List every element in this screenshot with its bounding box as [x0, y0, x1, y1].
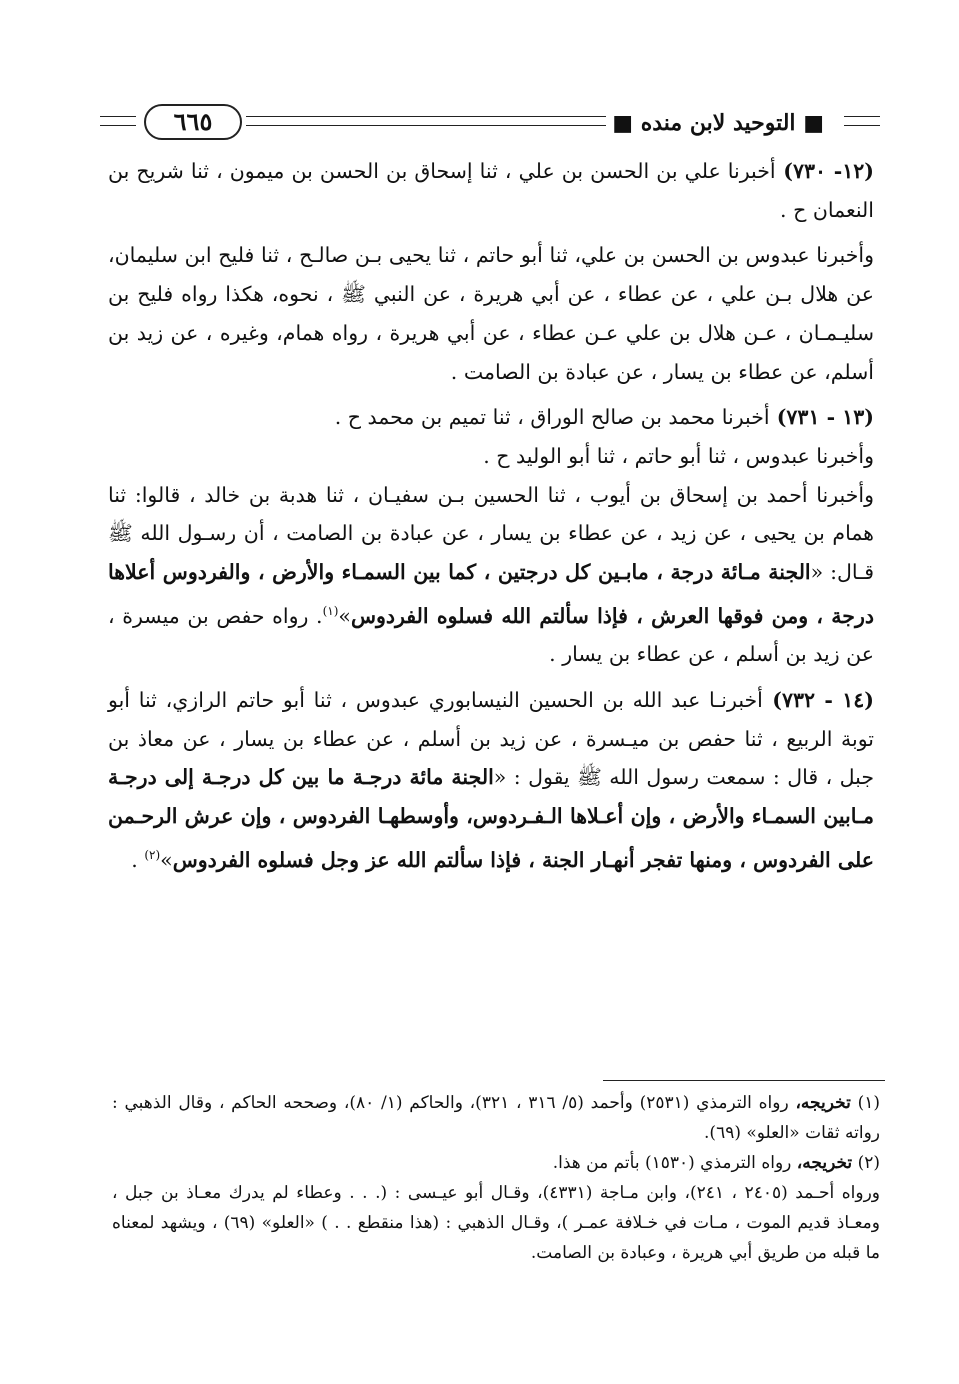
hadith-number: (١٤ - ٧٣٢) — [762, 687, 874, 712]
footnote-ref[interactable]: (٢) — [144, 847, 161, 862]
main-text — [108, 152, 874, 879]
isnad-text: وأخبرنا عبدوس ، ثنا أبو حاتم ، ثنا أبو الوليد ح . — [483, 443, 874, 468]
isnad-text: أخبرنا محمد بن صالح الوراق ، ثنا تميم بن محمد ح . — [334, 405, 770, 430]
header-rule-right-lower — [844, 125, 880, 126]
header-rule-right-upper — [844, 116, 880, 117]
hadith-matn: الجنة مائة درجـة ما بين كل درجـة إلى درجـة مـابين السمـاء والأرض ، وإن أعـلاها الـفـردوس، وأوسطهـا الفردوس ، وإن عرش الرحـمن على الفردوس ، ومنها تفجر أنهـار الجنة ، فإذا سألتم الله عز وجل فسلوه الفردوس — [108, 765, 874, 872]
page-header — [100, 100, 880, 150]
footnotes — [112, 1088, 880, 1268]
footnote-text: رواه الترمذي (٢٥٣١) وأحمد (٥/ ٣١٦ ، ٣٢١)، والحاكم (١/ ٨٠)، وصححه الحاكم ، وقال الذهبي : رواته ثقات «العلو» (٦٩). — [112, 1093, 880, 1143]
isnad-text: أخبرنا علي بن الحسن بن علي ، ثنا إسحاق بن الحسن بن ميمون ، ثنا شريح بن النعمان ح . — [108, 159, 874, 222]
hadith-paragraph — [108, 398, 874, 437]
isnad-text: . رواه حفص بن ميسرة ، عن زيد بن أسلم ، عن عطاء بن يسار . — [108, 603, 874, 667]
footnote-text: ورواه أحـمد (٢٤٠٥ ، ٢٤١)، وابن مـاجة (٤٣٣١)، وقـال أبو عيـسى : (. . . وعطاء لم يدرك معـاذ بن جبل ، ومعـاذ قديم الموت ، مـات في خـلافة عمـر )، وقـال الذهبي : (هذا منقطع . . ) «العلو» (٦٩) ، ويشهد لمعناه ما قبله من طريق أبي هريرة ، وعبادة بن الصامت. — [112, 1183, 880, 1263]
footnote-2-continued — [112, 1178, 880, 1268]
header-rule-left-lower — [100, 125, 136, 126]
period: . — [131, 847, 145, 872]
hadith-paragraph — [108, 152, 874, 229]
isnad-paragraph — [108, 236, 874, 391]
hadith-paragraph — [108, 681, 874, 879]
page-number: ٦٦٥ — [144, 104, 242, 140]
footnote-marker: (٢) — [852, 1153, 880, 1173]
quote-close: » — [160, 847, 173, 872]
quote-close: » — [338, 603, 351, 628]
isnad-text: وأخبرنا أحمد بن إسحاق بن أيوب ، ثنا الحسين بـن سفيـان ، ثنا هدبة بن خالد ، قالوا: ثنا همام بن يحيى ، عن زيد ، عن عطاء بن يسار ، عن عبادة بن الصامت ، أن رسـول الله ﷺ قـال: « — [108, 482, 874, 585]
hadith-number: (١٣ - ٧٣١) — [769, 405, 874, 430]
footnote-1 — [112, 1088, 880, 1148]
isnad-text: أخبرنـا عبد الله بن الحسين النيسابوري عبدوس ، ثنا أبو حاتم الرازي، ثنا أبو توبة الربيع ، ثنا حفص بن ميـسرة ، عن زيد بن أسلم ، عن عطاء بن يسار ، عن معاذ بن جبل ، قال : سمعت رسول الله ﷺ يقول : « — [108, 687, 874, 790]
header-rule-left-upper — [100, 116, 136, 117]
book-title: ■ التوحيد لابن منده ■ — [606, 110, 830, 136]
footnote-label: تخريجه، — [796, 1153, 853, 1173]
hadith-number: (١٢- ٧٣٠) — [775, 159, 874, 183]
isnad-text: وأخبرنا عبدوس بن الحسن بن علي، ثنا أبو حاتم ، ثنا يحيى بـن صالـح ، ثنا فليح ابن سليمان، عن هلال بـن علي ، عن عطاء ، عن أبي هريرة ، عن النبي ﷺ ، نحوه، هكذا رواه فليح بن سليـمـان ، عـن هلال بن علي عـن عطاء ، عن أبي هريرة ، رواه همام، وغيره ، عن زيد بن أسلم، عن عطاء بن يسار ، عن عبادة بن الصامت . — [108, 243, 874, 384]
isnad-paragraph — [108, 437, 874, 476]
footnote-2 — [112, 1148, 880, 1178]
footnote-label: تخريجه، — [795, 1093, 851, 1113]
footnote-marker: (١) — [850, 1093, 881, 1113]
header-rule-middle-upper — [246, 116, 626, 117]
footnote-separator — [603, 1080, 885, 1081]
isnad-paragraph — [108, 476, 874, 674]
hadith-matn: الجنة مـائة درجة ، مابـين كل درجتين ، كما بين السمـاء والأرض ، والفردوس أعلاها درجة ، ومن فوقها العرش ، فإذا سألتم الله فسلوه الفردوس — [108, 560, 874, 628]
footnote-ref[interactable]: (١) — [322, 603, 339, 618]
header-rule-middle-lower — [246, 125, 626, 126]
footnote-text: رواه الترمذي (١٥٣٠) بأتم من هذا. — [552, 1153, 797, 1173]
